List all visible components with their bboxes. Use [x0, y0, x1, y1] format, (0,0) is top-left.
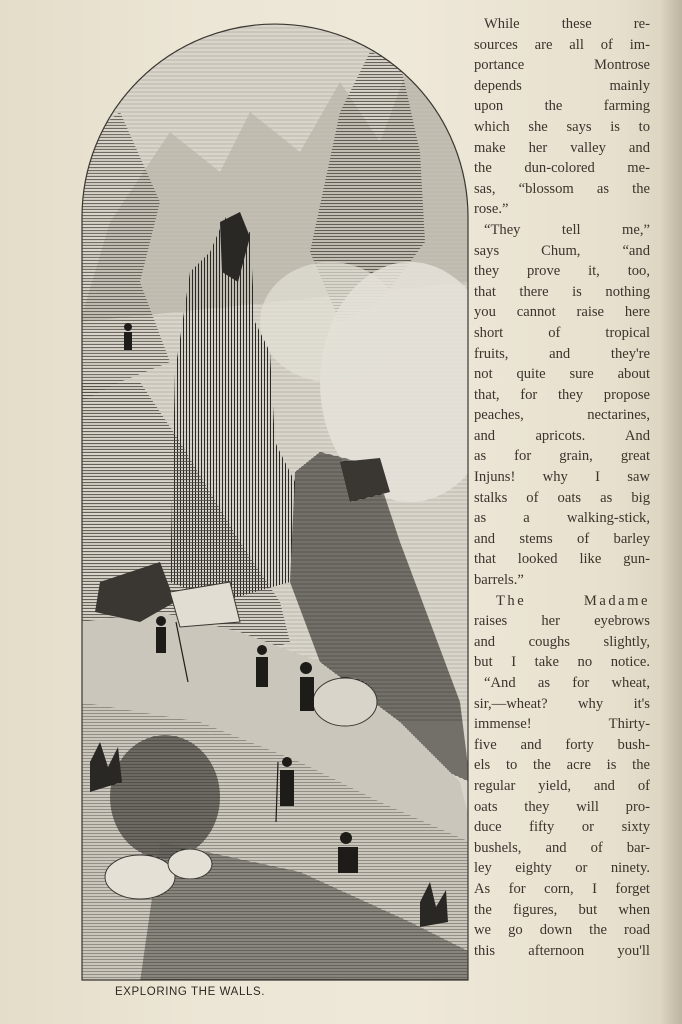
text-line: we go down the road	[474, 922, 650, 939]
text-line: regular yield, and of	[474, 777, 650, 794]
text-line: portance Montrose	[474, 57, 650, 74]
text-line: five and forty bush-	[474, 736, 650, 753]
text-line: and coughs slightly,	[474, 633, 650, 650]
text-line: the figures, but when	[474, 901, 650, 918]
text-line: which she says is to	[474, 118, 650, 135]
text-line: short of tropical	[474, 324, 650, 341]
text-line: The Madame	[496, 592, 650, 609]
engraving-illustration	[80, 22, 470, 982]
text-line: sir,—wheat? why it's	[474, 695, 650, 712]
text-line: While these re-	[484, 16, 650, 32]
text-line: you cannot raise here	[474, 304, 650, 321]
text-line: immense! Thirty-	[474, 716, 650, 733]
text-line: as a walking-stick,	[474, 510, 650, 527]
text-line: oats they will pro-	[474, 798, 650, 815]
text-line: duce fifty or sixty	[474, 819, 650, 836]
text-line: sources are all of im-	[474, 36, 650, 53]
illustration-caption: EXPLORING THE WALLS.	[114, 986, 266, 998]
text-line: upon the farming	[474, 98, 650, 115]
text-line: sas, “blossom as the	[474, 180, 650, 197]
text-line: barrels.”	[474, 572, 524, 589]
text-line: bushels, and of bar-	[474, 839, 650, 856]
text-line: stalks of oats as big	[474, 489, 650, 506]
text-line: says Chum, “and	[474, 242, 650, 259]
text-line: “And as for wheat,	[484, 675, 650, 691]
text-line: but I take no notice.	[474, 654, 650, 671]
text-line: els to the acre is the	[474, 757, 650, 774]
text-line: make her valley and	[474, 139, 650, 156]
text-line: that, for they propose	[474, 386, 650, 403]
body-text-column	[474, 14, 650, 961]
text-line: and stems of barley	[474, 530, 650, 547]
text-line: the dun-colored me-	[474, 160, 650, 177]
text-line: they prove it, too,	[474, 263, 650, 280]
text-line: fruits, and they're	[474, 345, 650, 362]
text-line: Injuns! why I saw	[474, 469, 650, 486]
text-line: not quite sure about	[474, 366, 650, 383]
text-line: as for grain, great	[474, 448, 650, 465]
text-line: peaches, nectarines,	[474, 407, 650, 424]
text-line: that there is nothing	[474, 283, 650, 300]
page-gutter-shadow	[660, 0, 682, 1024]
text-line: ley eighty or ninety.	[474, 860, 650, 877]
text-line: As for corn, I forget	[474, 880, 650, 897]
text-line: raises her eyebrows	[474, 613, 650, 630]
text-line: depends mainly	[474, 77, 650, 94]
text-line: this afternoon you'll	[474, 942, 650, 959]
text-line: “They tell me,”	[484, 221, 650, 238]
text-line: and apricots. And	[474, 427, 650, 444]
text-line: rose.”	[474, 201, 509, 218]
text-line: that looked like gun-	[474, 551, 650, 568]
